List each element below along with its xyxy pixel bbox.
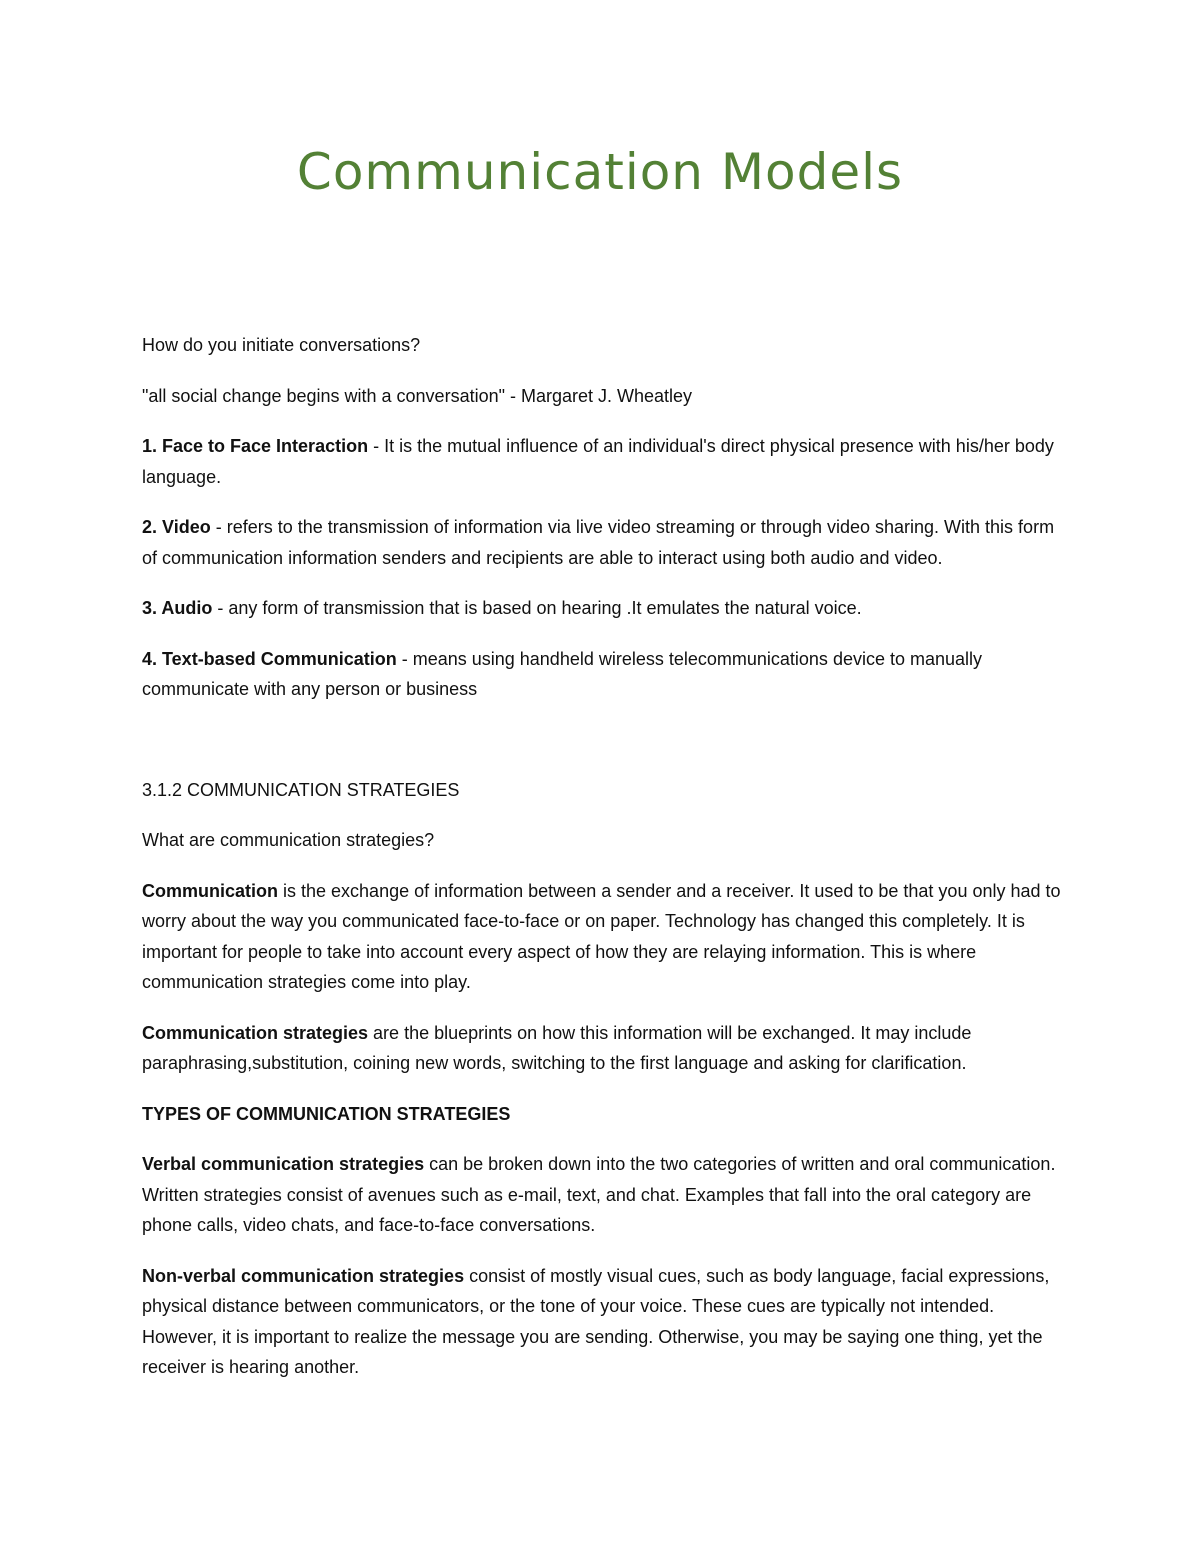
model-description: - refers to the transmission of information via live video streaming or through video sharing. With this form of communication information senders and recipients are able to interact using both audio and video. <box>142 517 1055 568</box>
paragraph-term: Verbal communication strategies <box>142 1154 425 1174</box>
model-item <box>142 593 1072 624</box>
paragraph-term: Communication strategies <box>142 1022 369 1043</box>
model-description: - any form of transmission that is based on hearing .It emulates the natural voice. <box>212 598 862 618</box>
paragraph-term: Communication <box>142 880 279 901</box>
paragraph-text: is the exchange of information between a sender and a receiver. It used to be that you only had to worry about the way you communicated face-to-face or on paper. Technology has changed this completely. It is important for people to take into account every aspect of how they are relaying information. This is where communication strategies come into play. <box>142 880 1061 992</box>
model-term: 3. Audio <box>142 598 213 618</box>
section-question: What are communication strategies? <box>142 830 435 850</box>
types-heading-text: TYPES OF COMMUNICATION STRATEGIES <box>142 1103 511 1124</box>
section-heading: 3.1.2 COMMUNICATION STRATEGIES <box>142 779 460 800</box>
paragraph-text: can be broken down into the two categories of written and oral communication. Written strategies consist of avenues such as e-mail, text, and chat. Examples that fall into the oral category are phone calls, video chats, and face-to-face conversations. <box>142 1154 1056 1235</box>
paragraph-text: are the blueprints on how this information will be exchanged. It may include paraphrasing,substitution, coining new words, switching to the first language and asking for clarification. <box>142 1022 972 1073</box>
paragraph-communication <box>142 876 1072 998</box>
model-item <box>142 644 1072 705</box>
paragraph-communication-strategies <box>142 1018 1072 1079</box>
model-item <box>142 512 1072 573</box>
paragraph-nonverbal <box>142 1261 1072 1383</box>
document-body <box>142 330 1072 1403</box>
model-item <box>142 431 1072 492</box>
paragraph-term: Non-verbal communication strategies <box>142 1265 465 1286</box>
model-term: 1. Face to Face Interaction <box>142 436 369 456</box>
paragraph-text: consist of mostly visual cues, such as body language, facial expressions, physical distance between communicators, or the tone of your voice. These cues are typically not intended. However, it is important to realize the message you are sending. Otherwise, you may be saying one thing, yet the receiver is hearing another. <box>142 1265 1050 1377</box>
intro-quote: "all social change begins with a conversation" - Margaret J. Wheatley <box>142 385 693 406</box>
model-description: - It is the mutual influence of an individual's direct physical presence with his/her body language. <box>142 436 1054 487</box>
intro-question: How do you initiate conversations? <box>142 335 421 355</box>
paragraph-verbal <box>142 1149 1072 1241</box>
document-title: Communication Models <box>296 143 904 201</box>
types-heading <box>142 1099 1072 1130</box>
model-description: - means using handheld wireless telecommunications device to manually communicate with any person or business <box>142 648 983 699</box>
model-term: 2. Video <box>142 517 211 537</box>
model-term: 4. Text-based Communication <box>142 648 397 669</box>
